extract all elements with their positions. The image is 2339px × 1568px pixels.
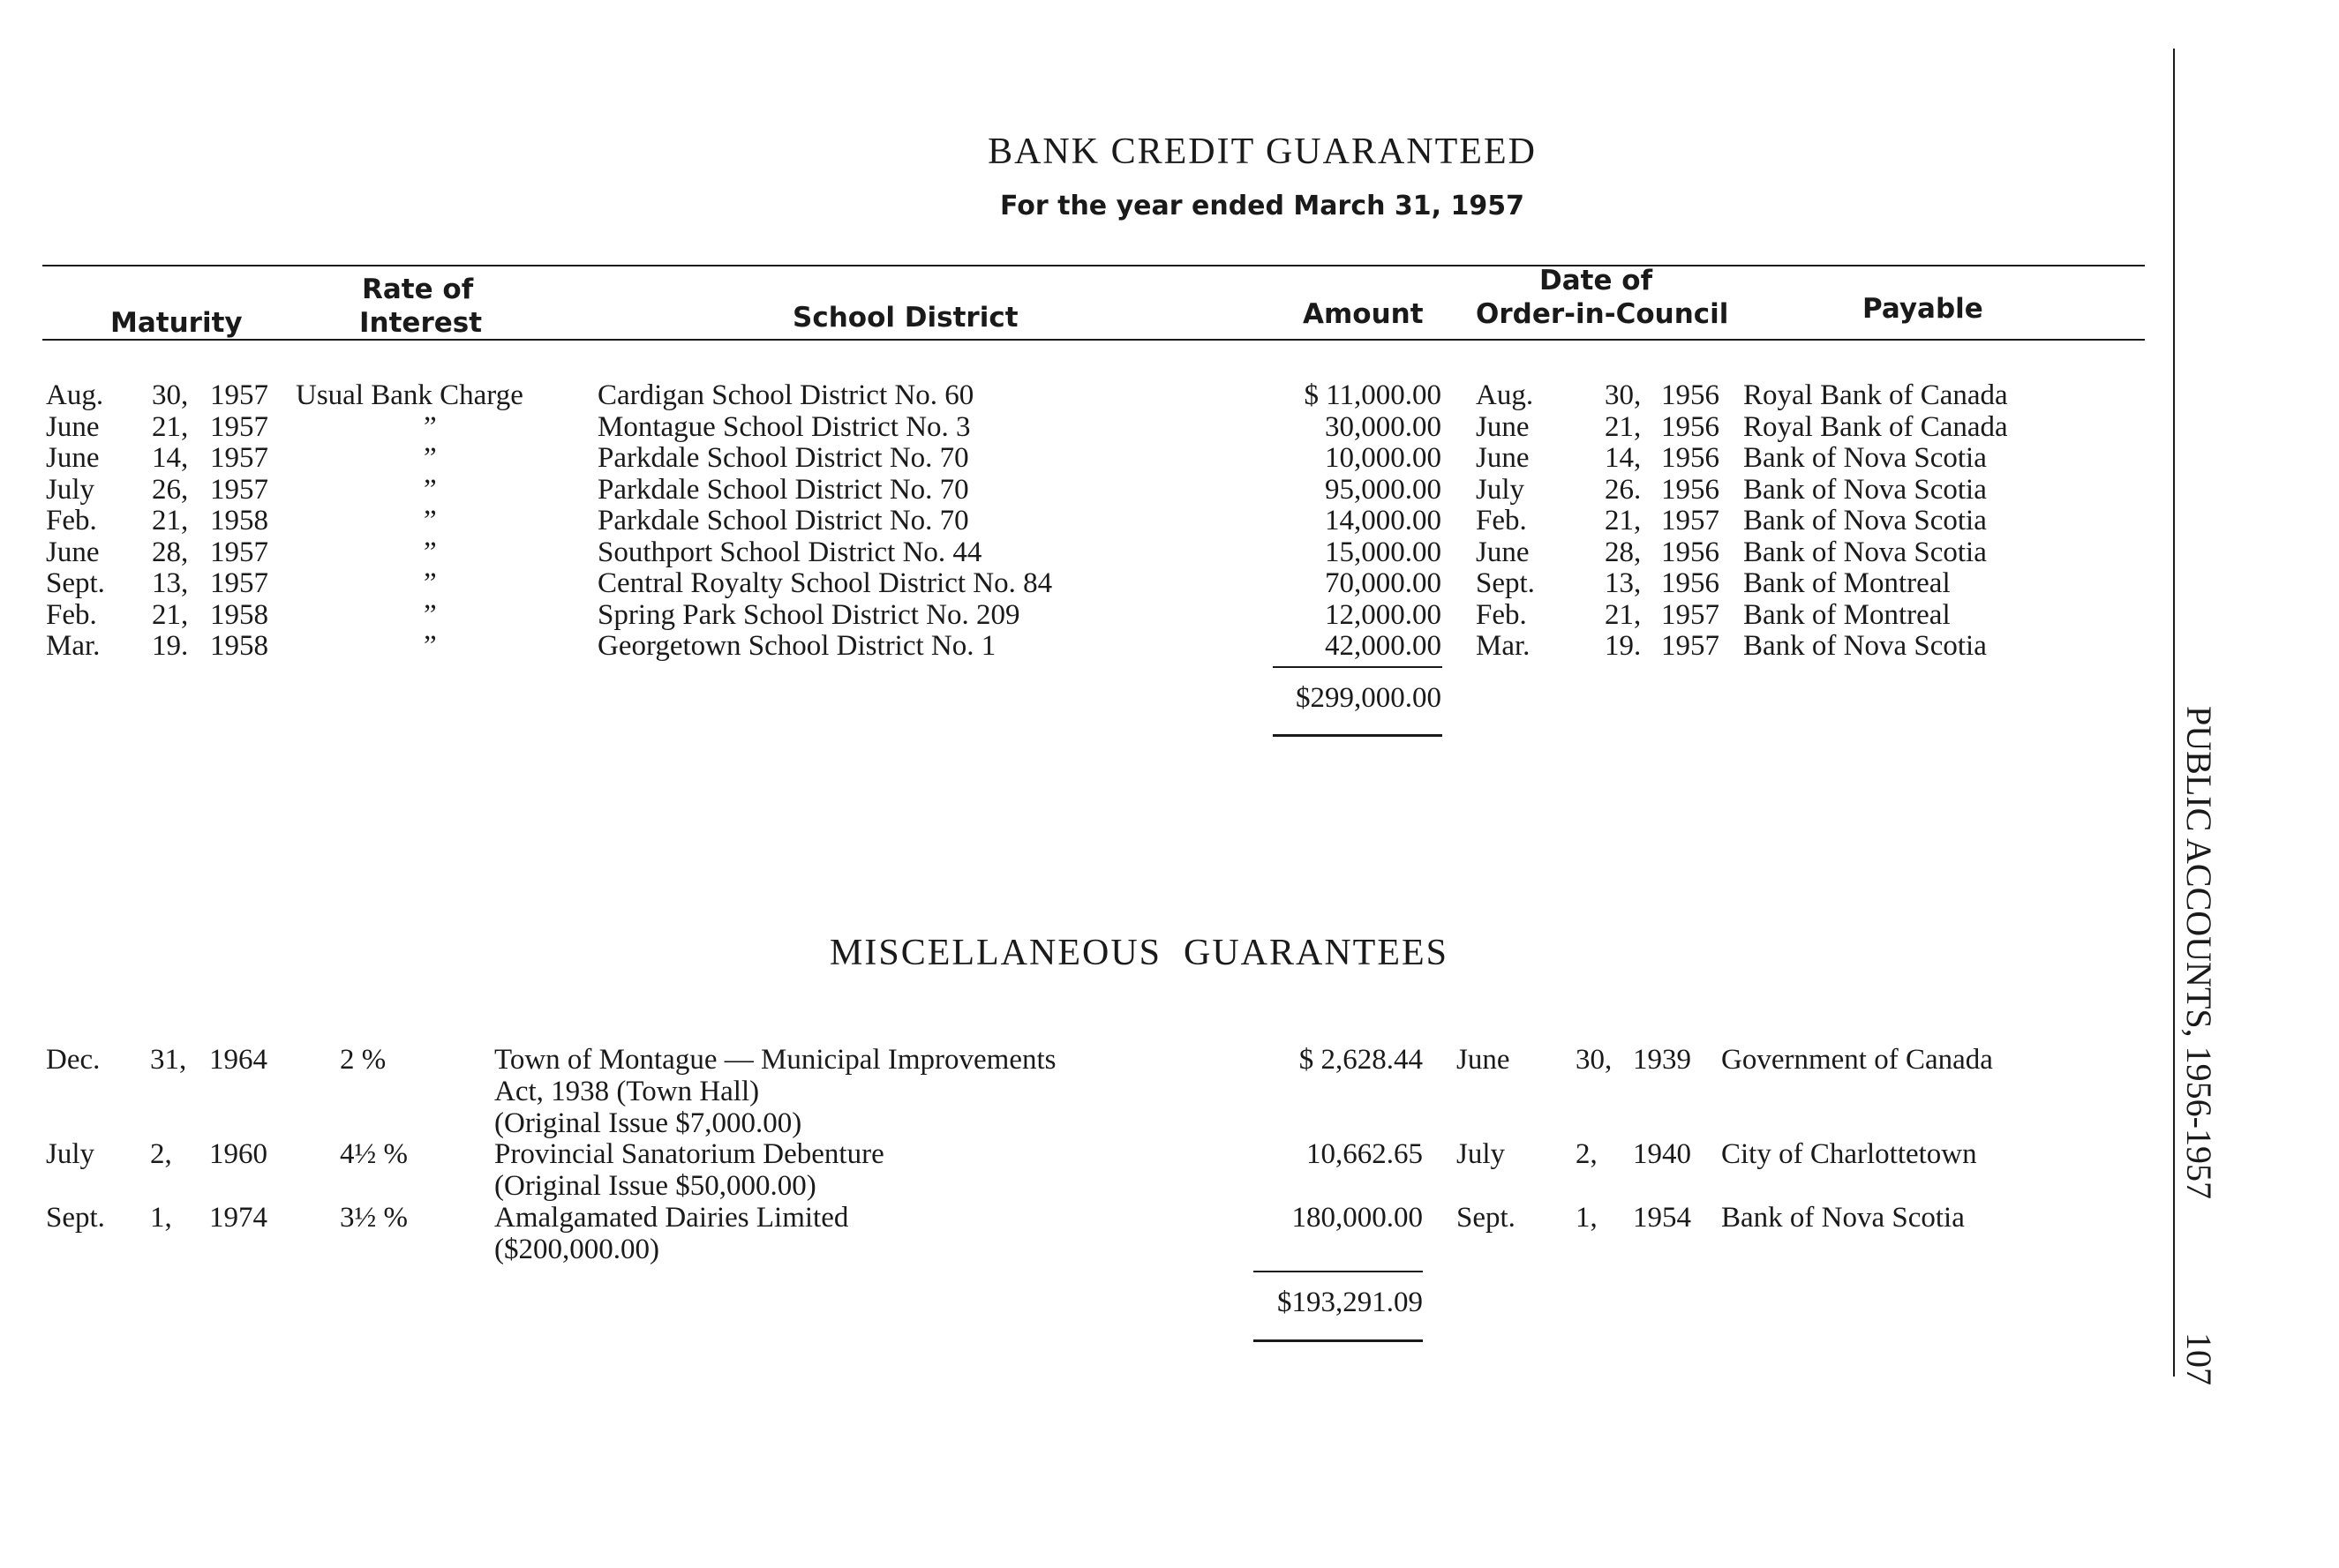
order-day: 1, bbox=[1576, 1202, 1598, 1234]
payable: Bank of Nova Scotia bbox=[1743, 442, 1987, 474]
bank-total-top-rule bbox=[1273, 666, 1442, 668]
interest-rate: 3½ % bbox=[340, 1202, 408, 1234]
page-number: 107 bbox=[2179, 1332, 2219, 1385]
amount: $ 2,628.44 bbox=[1298, 1044, 1423, 1076]
maturity-month: July bbox=[46, 1138, 95, 1170]
order-day: 30, bbox=[1576, 1044, 1613, 1076]
order-month: June bbox=[1476, 536, 1530, 568]
order-month: Feb. bbox=[1476, 505, 1527, 536]
order-year: 1956 bbox=[1661, 442, 1719, 474]
order-day: 2, bbox=[1576, 1138, 1598, 1170]
description-line: Amalgamated Dairies Limited bbox=[494, 1202, 849, 1234]
school-district: Parkdale School District No. 70 bbox=[598, 505, 969, 536]
interest-rate-ditto: ” bbox=[424, 567, 437, 599]
maturity-month: June bbox=[46, 442, 100, 474]
order-year: 1956 bbox=[1661, 410, 1719, 443]
header-rate-line2: Interest bbox=[359, 307, 483, 339]
header-payable: Payable bbox=[1862, 293, 1983, 325]
amount: 95,000.00 bbox=[1325, 473, 1441, 506]
amount: 10,662.65 bbox=[1306, 1138, 1423, 1170]
amount: $ 11,000.00 bbox=[1304, 379, 1441, 411]
interest-rate-ditto: ” bbox=[424, 473, 437, 506]
description-line: Town of Montague — Municipal Improvements bbox=[494, 1044, 1057, 1076]
maturity-day: 13, bbox=[152, 567, 189, 599]
misc-total-bottom-rule bbox=[1253, 1339, 1423, 1342]
maturity-day: 19. bbox=[152, 630, 189, 662]
payable: Bank of Montreal bbox=[1743, 598, 1951, 631]
order-month: Sept. bbox=[1456, 1202, 1515, 1234]
order-year: 1957 bbox=[1661, 598, 1719, 631]
maturity-year: 1964 bbox=[209, 1044, 267, 1076]
payable: Bank of Nova Scotia bbox=[1743, 473, 1987, 506]
order-day: 14, bbox=[1605, 442, 1642, 474]
maturity-year: 1958 bbox=[210, 630, 268, 662]
maturity-month: Aug. bbox=[46, 379, 104, 411]
payable: Bank of Montreal bbox=[1743, 567, 1951, 599]
header-date-line1: Date of bbox=[1539, 265, 1653, 296]
order-year: 1956 bbox=[1661, 379, 1719, 411]
payable: Bank of Nova Scotia bbox=[1743, 630, 1987, 662]
interest-rate-ditto: ” bbox=[424, 536, 437, 568]
order-year: 1940 bbox=[1633, 1138, 1691, 1170]
order-month: July bbox=[1456, 1138, 1506, 1170]
maturity-year: 1958 bbox=[210, 505, 268, 536]
amount: 180,000.00 bbox=[1291, 1202, 1423, 1234]
order-month: Feb. bbox=[1476, 598, 1527, 631]
order-year: 1957 bbox=[1661, 630, 1719, 662]
school-district: Southport School District No. 44 bbox=[598, 536, 982, 568]
maturity-year: 1974 bbox=[209, 1202, 267, 1234]
maturity-month: June bbox=[46, 410, 100, 443]
school-district: Parkdale School District No. 70 bbox=[598, 473, 969, 506]
misc-title: MISCELLANEOUS GUARANTEES bbox=[830, 933, 1448, 973]
header-bottom-rule bbox=[42, 339, 2145, 341]
payable: Bank of Nova Scotia bbox=[1721, 1202, 1965, 1234]
order-year: 1954 bbox=[1633, 1202, 1691, 1234]
maturity-month: Feb. bbox=[46, 598, 97, 631]
bank-credit-subtitle: For the year ended March 31, 1957 bbox=[999, 191, 1524, 221]
order-day: 21, bbox=[1605, 410, 1642, 443]
order-day: 13, bbox=[1605, 567, 1642, 599]
interest-rate: 2 % bbox=[340, 1044, 387, 1076]
maturity-year: 1958 bbox=[210, 598, 268, 631]
interest-rate-ditto: ” bbox=[424, 630, 437, 662]
payable: Government of Canada bbox=[1721, 1044, 1993, 1076]
maturity-year: 1957 bbox=[210, 442, 268, 474]
payable: City of Charlottetown bbox=[1721, 1138, 1977, 1170]
payable: Royal Bank of Canada bbox=[1743, 379, 2008, 411]
amount: 12,000.00 bbox=[1325, 598, 1441, 631]
amount: 14,000.00 bbox=[1325, 505, 1441, 536]
interest-rate-ditto: ” bbox=[424, 442, 437, 474]
order-year: 1956 bbox=[1661, 567, 1719, 599]
school-district: Central Royalty School District No. 84 bbox=[598, 567, 1053, 599]
order-day: 26. bbox=[1605, 473, 1642, 506]
interest-rate-ditto: ” bbox=[424, 598, 437, 631]
right-margin-rule bbox=[2173, 49, 2175, 1377]
maturity-day: 30, bbox=[152, 379, 189, 411]
order-month: Sept. bbox=[1476, 567, 1535, 599]
maturity-month: Dec. bbox=[46, 1044, 101, 1076]
interest-rate: Usual Bank Charge bbox=[296, 379, 523, 411]
description-line: ($200,000.00) bbox=[494, 1234, 659, 1265]
school-district: Parkdale School District No. 70 bbox=[598, 442, 969, 474]
maturity-day: 14, bbox=[152, 442, 189, 474]
maturity-year: 1957 bbox=[210, 567, 268, 599]
header-rate-line1: Rate of bbox=[362, 274, 474, 305]
header-school-district: School District bbox=[793, 302, 1019, 334]
maturity-day: 2, bbox=[150, 1138, 172, 1170]
description-line: Act, 1938 (Town Hall) bbox=[494, 1076, 760, 1107]
interest-rate-ditto: ” bbox=[424, 410, 437, 443]
order-year: 1956 bbox=[1661, 536, 1719, 568]
maturity-month: Sept. bbox=[46, 1202, 105, 1234]
maturity-day: 21, bbox=[152, 505, 189, 536]
payable: Royal Bank of Canada bbox=[1743, 410, 2008, 443]
amount: 15,000.00 bbox=[1325, 536, 1441, 568]
maturity-month: July bbox=[46, 473, 95, 506]
side-label: PUBLIC ACCOUNTS, 1956-1957 bbox=[2179, 706, 2219, 1199]
interest-rate: 4½ % bbox=[340, 1138, 408, 1170]
order-day: 30, bbox=[1605, 379, 1642, 411]
order-month: July bbox=[1476, 473, 1525, 506]
bank-total-bottom-rule bbox=[1273, 734, 1442, 737]
order-month: Aug. bbox=[1476, 379, 1534, 411]
header-maturity: Maturity bbox=[110, 307, 243, 339]
school-district: Cardigan School District No. 60 bbox=[598, 379, 974, 411]
maturity-day: 28, bbox=[152, 536, 189, 568]
order-year: 1939 bbox=[1633, 1044, 1691, 1076]
order-day: 19. bbox=[1605, 630, 1642, 662]
header-date-line2: Order-in-Council bbox=[1476, 298, 1729, 330]
order-day: 28, bbox=[1605, 536, 1642, 568]
misc-total-top-rule bbox=[1253, 1271, 1423, 1272]
description-line: Provincial Sanatorium Debenture bbox=[494, 1138, 884, 1170]
maturity-year: 1960 bbox=[209, 1138, 267, 1170]
description-line: (Original Issue $7,000.00) bbox=[494, 1107, 802, 1139]
maturity-year: 1957 bbox=[210, 410, 268, 443]
payable: Bank of Nova Scotia bbox=[1743, 536, 1987, 568]
maturity-day: 21, bbox=[152, 598, 189, 631]
maturity-year: 1957 bbox=[210, 473, 268, 506]
bank-credit-title: BANK CREDIT GUARANTEED bbox=[988, 131, 1537, 172]
school-district: Montague School District No. 3 bbox=[598, 410, 971, 443]
maturity-year: 1957 bbox=[210, 536, 268, 568]
maturity-year: 1957 bbox=[210, 379, 268, 411]
misc-total-amount: $193,291.09 bbox=[1277, 1287, 1423, 1318]
order-month: June bbox=[1456, 1044, 1510, 1076]
order-year: 1957 bbox=[1661, 505, 1719, 536]
header-top-rule bbox=[42, 265, 2145, 266]
header-amount: Amount bbox=[1303, 298, 1424, 330]
maturity-month: June bbox=[46, 536, 100, 568]
maturity-month: Feb. bbox=[46, 505, 97, 536]
order-month: Mar. bbox=[1476, 630, 1531, 662]
interest-rate-ditto: ” bbox=[424, 505, 437, 536]
maturity-day: 26, bbox=[152, 473, 189, 506]
maturity-day: 31, bbox=[150, 1044, 187, 1076]
description-line: (Original Issue $50,000.00) bbox=[494, 1170, 816, 1202]
school-district: Spring Park School District No. 209 bbox=[598, 598, 1020, 631]
maturity-month: Mar. bbox=[46, 630, 101, 662]
maturity-day: 1, bbox=[150, 1202, 172, 1234]
school-district: Georgetown School District No. 1 bbox=[598, 630, 997, 662]
order-year: 1956 bbox=[1661, 473, 1719, 506]
amount: 30,000.00 bbox=[1325, 410, 1441, 443]
amount: 42,000.00 bbox=[1325, 630, 1441, 662]
maturity-day: 21, bbox=[152, 410, 189, 443]
order-month: June bbox=[1476, 410, 1530, 443]
amount: 70,000.00 bbox=[1325, 567, 1441, 599]
bank-total-amount: $299,000.00 bbox=[1296, 682, 1441, 714]
order-day: 21, bbox=[1605, 505, 1642, 536]
payable: Bank of Nova Scotia bbox=[1743, 505, 1987, 536]
amount: 10,000.00 bbox=[1325, 442, 1441, 474]
order-month: June bbox=[1476, 442, 1530, 474]
maturity-month: Sept. bbox=[46, 567, 105, 599]
order-day: 21, bbox=[1605, 598, 1642, 631]
